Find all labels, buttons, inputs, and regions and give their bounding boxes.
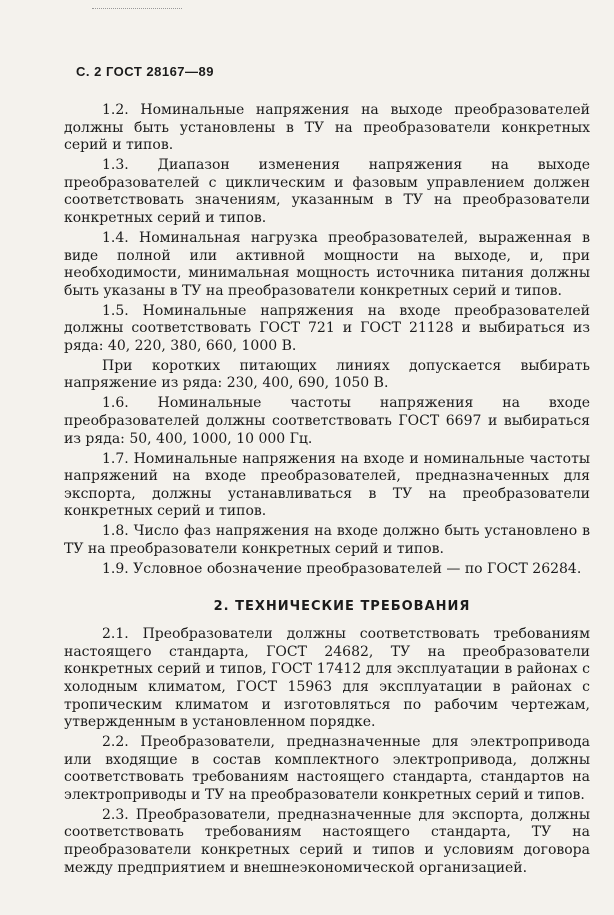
scan-artifact <box>92 8 182 11</box>
paragraph-1-5-note: При коротких питающих линиях допускается выбирать напряжение из ряда: 230, 400, 690, 1050 В. <box>64 357 590 392</box>
section-title: 2. ТЕХНИЧЕСКИЕ ТРЕБОВАНИЯ <box>213 598 471 614</box>
document-body <box>64 102 590 880</box>
paragraph-2-1: 2.1. Преобразователи должны соответствовать требованиям настоящего стандарта, ГОСТ 24682, ТУ на преобразователи конкретных серий и типов, ГОСТ 17412 для эксплуатации в районах с холодным климатом, ГОСТ 15963 для эксплуатации в районах с тропическим климатом и изготовляться по рабочим чертежам, утвержденным в установленном порядке. <box>64 626 590 731</box>
paragraph-1-3: 1.3. Диапазон изменения напряжения на выходе преобразователей с циклическим и фазовым управлением должен соответствовать значениям, указанным в ТУ на преобразователи конкретных серий и типов. <box>64 157 590 226</box>
page-header: С. 2 ГОСТ 28167—89 <box>76 64 214 79</box>
paragraph-1-4: 1.4. Номинальная нагрузка преобразователей, выраженная в виде полной или активной мощности на выходе, и, при необходимости, минимальная мощность источника питания должны быть указаны в ТУ на преобразователи конкретных серий и типов. <box>64 229 590 299</box>
paragraph-2-2: 2.2. Преобразователи, предназначенные для электропривода или входящие в состав комплектного электропривода, должны соответствовать требованиям настоящего стандарта, стандартов на электроприводы и ТУ на преобразователи конкретных серий и типов. <box>64 734 590 803</box>
paragraph-1-8: 1.8. Число фаз напряжения на входе должно быть установлено в ТУ на преобразователи конкретных серий и типов. <box>64 523 590 557</box>
paragraph-1-2: 1.2. Номинальные напряжения на выходе преобразователей должны быть установлены в ТУ на преобразователи конкретных серий и типов. <box>64 102 590 154</box>
paragraph-1-5: 1.5. Номинальные напряжения на входе преобразователей должны соответствовать ГОСТ 721 и ГОСТ 21128 и выбираться из ряда: 40, 220, 380, 660, 1000 В. <box>64 302 590 354</box>
paragraph-2-3: 2.3. Преобразователи, предназначенные для экспорта, должны соответствовать требованиям настоящего стандарта, ТУ на преобразователи конкретных серий и типов и условиям договора между предприятием и внешнеэкономической организацией. <box>64 806 590 876</box>
paragraph-1-6: 1.6. Номинальные частоты напряжения на входе преобразователей должны соответствовать ГОСТ 6697 и выбираться из ряда: 50, 400, 1000, 10 000 Гц. <box>64 395 590 447</box>
paragraph-1-7: 1.7. Номинальные напряжения на входе и номинальные частоты напряжений на входе преобразователей, предназначенных для экспорта, должны устанавливаться в ТУ на преобразователи конкретных серий и типов. <box>64 450 590 520</box>
paragraph-1-9: 1.9. Условное обозначение преобразователей — по ГОСТ 26284. <box>102 560 582 577</box>
